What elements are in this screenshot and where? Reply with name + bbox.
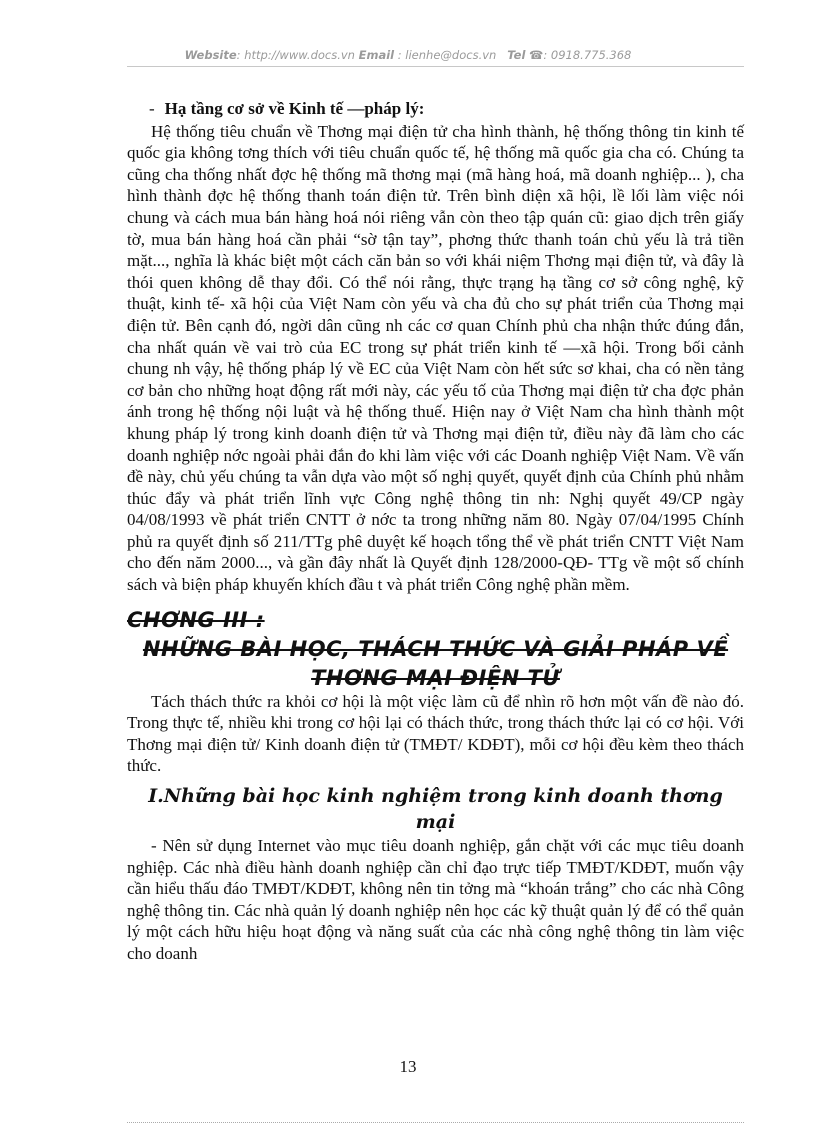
subheading-dash: - <box>149 99 155 118</box>
tel-number: ☎: 0918.775.368 <box>525 48 632 62</box>
email-label: Email <box>358 48 395 62</box>
website-url: : http://www.docs.vn <box>236 48 355 62</box>
chapter-title-line1: NHỮNG BÀI HỌC, THÁCH THỨC VÀ GIẢI PHÁP VỀ <box>142 636 729 661</box>
email-address: : lienhe@docs.vn <box>394 48 497 62</box>
tel-label: Tel <box>507 48 526 62</box>
page-header <box>0 48 816 62</box>
chapter-title-line2: THƠNG MẠI ĐIỆN TỬ <box>311 665 560 690</box>
section-title-line2: mại <box>415 811 456 834</box>
subheading-text: Hạ tầng cơ sở về Kinh tế —pháp lý: <box>164 99 425 118</box>
header-rule <box>127 66 744 67</box>
website-label: Website <box>184 48 237 62</box>
paragraph-infrastructure: Hệ thống tiêu chuẩn về Thơng mại điện tử cha hình thành, hệ thống thông tin kinh tế quốc gia không tơng thích với tiêu chuẩn quốc tế, hệ thống mã quốc gia cha có. Chúng ta cũng cha thống nhất đợc hệ thống mã thơng mại (mã hàng hoá, mã doanh nghiệp... ), cha hình thành đợc hệ thống thanh toán điện tử. Trên bình diện xã hội, lề lối làm việc nói chung và cách mua bán hàng hoá nói riêng vẫn còn theo tập quán cũ: giao dịch trên giấy tờ, mua bán hàng hoá cần phải “sờ tận tay”, phơng thức thanh toán chủ yếu là trả tiền mặt..., nghĩa là khác biệt một cách căn bản so với khái niệm Thơng mại điện tử, và đây là thói quen không dễ thay đổi. Có thể nói rằng, thực trạng hạ tầng cơ sở công nghệ, kỹ thuật, kinh tế- xã hội của Việt Nam còn yếu và cha đủ cho sự phát triển của Thơng mại điện tử. Bên cạnh đó, ngời dân cũng nh các cơ quan Chính phủ cha nhận thức đúng đắn, cha nhất quán về vai trò của EC trong sự phát triển kinh tế —xã hội. Trong bối cảnh chung nh vậy, hệ thống pháp lý về EC của Việt Nam còn hết sức sơ khai, cha có nền tảng cơ bản cho những hoạt động rất mới này, các yếu tố của Thơng mại điện tử cha đợc phản ánh trong hệ thống nội luật và hệ thống thuế. Hiện nay ở Việt Nam cha hình thành một khung pháp lý trong kinh doanh điện tử và Thơng mại điện tử, điều này đã làm cho các doanh nghiệp nớc ngoài phải đắn đo khi làm việc với các Doanh nghiệp Việt Nam. Về vấn đề này, chủ yếu chúng ta vẫn dựa vào một số nghị quyết, quyết định của Chính phủ nhằm thúc đẩy và phát triển lĩnh vực Công nghệ thông tin nh: Nghị quyết 49/CP ngày 04/08/1993 về phát triển CNTT ở nớc ta trong những năm 80. Ngày 07/04/1995 Chính phủ ra quyết định số 211/TTg phê duyệt kế hoạch tổng thể về phát triển CNTT Việt Nam cho đến năm 2000..., và gần đây nhất là Quyết định 128/2000-QĐ- TTg về một số chính sách và biện pháp khuyến khích đầu t và phát triển Công nghệ phần mềm. <box>127 121 744 595</box>
chapter-number: CHƠNG III : <box>127 607 265 632</box>
page-number: 13 <box>399 1057 417 1076</box>
subheading <box>149 98 744 120</box>
paragraph-lessons: - Nên sử dụng Internet vào mục tiêu doanh nghiệp, gắn chặt với các mục tiêu doanh nghiệp. Các nhà điều hành doanh nghiệp cần chỉ đạo trực tiếp TMĐT/KDĐT, muốn vậy cần hiểu thấu đáo TMĐT/KDĐT, không nên tin tởng mà “khoán trắng” cho các nhà Công nghệ thông tin. Các nhà quản lý doanh nghiệp nên học các kỹ thuật quản lý để có thể quản lý một cách hữu hiệu hoạt động và năng suất của các nhà công nghệ thông tin làm việc cho doanh <box>127 836 744 963</box>
page-body <box>127 98 744 965</box>
section-title-line1: I.Những bài học kinh nghiệm trong kinh doanh thơng <box>148 785 723 808</box>
paragraph-intro: Tách thách thức ra khỏi cơ hội là một việc làm cũ để nhìn rõ hơn một vấn đề nào đó. Trong thực tế, nhiều khi trong cơ hội lại có thách thức, trong thách thức lại có cơ hội. Với Thơng mại điện tử/ Kinh doanh điện tử (TMĐT/ KDĐT), mỗi cơ hội đều kèm theo thách thức. <box>127 691 744 776</box>
